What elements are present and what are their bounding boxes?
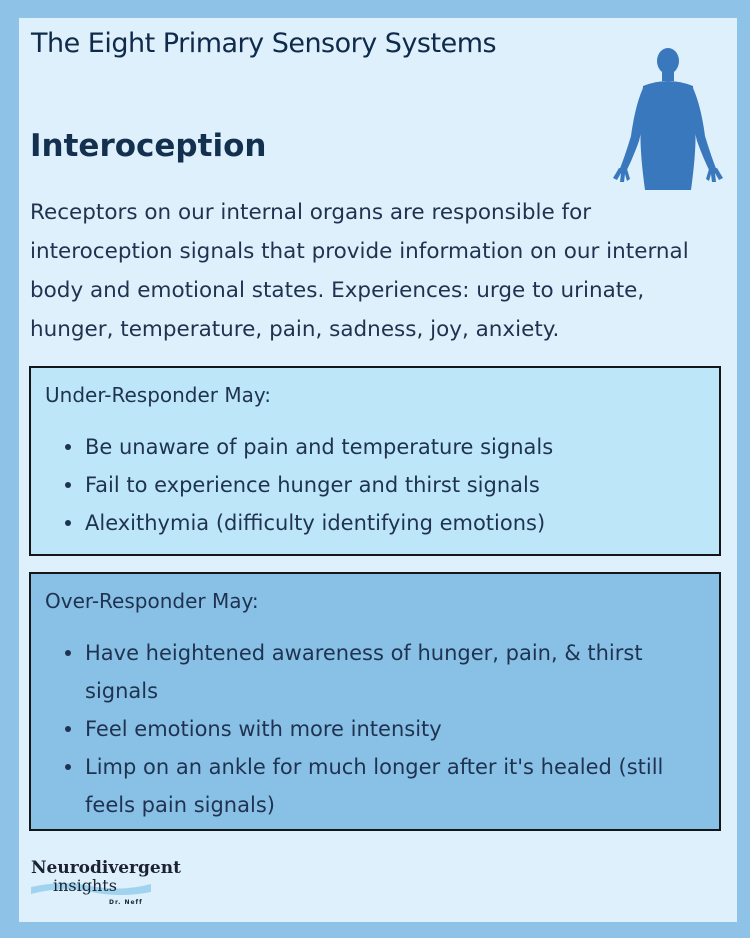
list-item: Have heightened awareness of hunger, pain, & thirst signals xyxy=(85,634,705,710)
under-responder-list xyxy=(45,428,705,542)
section-title: Interoception xyxy=(30,128,267,164)
list-item: Alexithymia (difficulty identifying emotions) xyxy=(85,504,705,542)
logo-text-line1: Neurodivergent xyxy=(31,858,181,878)
over-responder-box xyxy=(29,572,721,831)
list-item: Limp on an ankle for much longer after it's healed (still feels pain signals) xyxy=(85,748,705,824)
under-responder-title: Under-Responder May: xyxy=(45,383,272,407)
under-responder-box xyxy=(29,366,721,556)
intro-paragraph: Receptors on our internal organs are responsible for interoception signals that provide information on our internal body and emotional states. Experiences: urge to urinate, hunger, temperature, pain, sadness, joy, anxiety. xyxy=(30,200,689,342)
info-card xyxy=(19,18,737,922)
over-responder-title: Over-Responder May: xyxy=(45,589,259,613)
list-item: Feel emotions with more intensity xyxy=(85,710,705,748)
header-title: The Eight Primary Sensory Systems xyxy=(31,28,497,59)
brand-logo xyxy=(31,858,201,913)
human-body-icon xyxy=(613,46,723,190)
logo-text-line3: Dr. Neff xyxy=(109,899,143,906)
list-item: Fail to experience hunger and thirst signals xyxy=(85,466,705,504)
logo-text-line2: insights xyxy=(53,876,117,895)
list-item: Be unaware of pain and temperature signals xyxy=(85,428,705,466)
over-responder-list xyxy=(45,634,705,824)
